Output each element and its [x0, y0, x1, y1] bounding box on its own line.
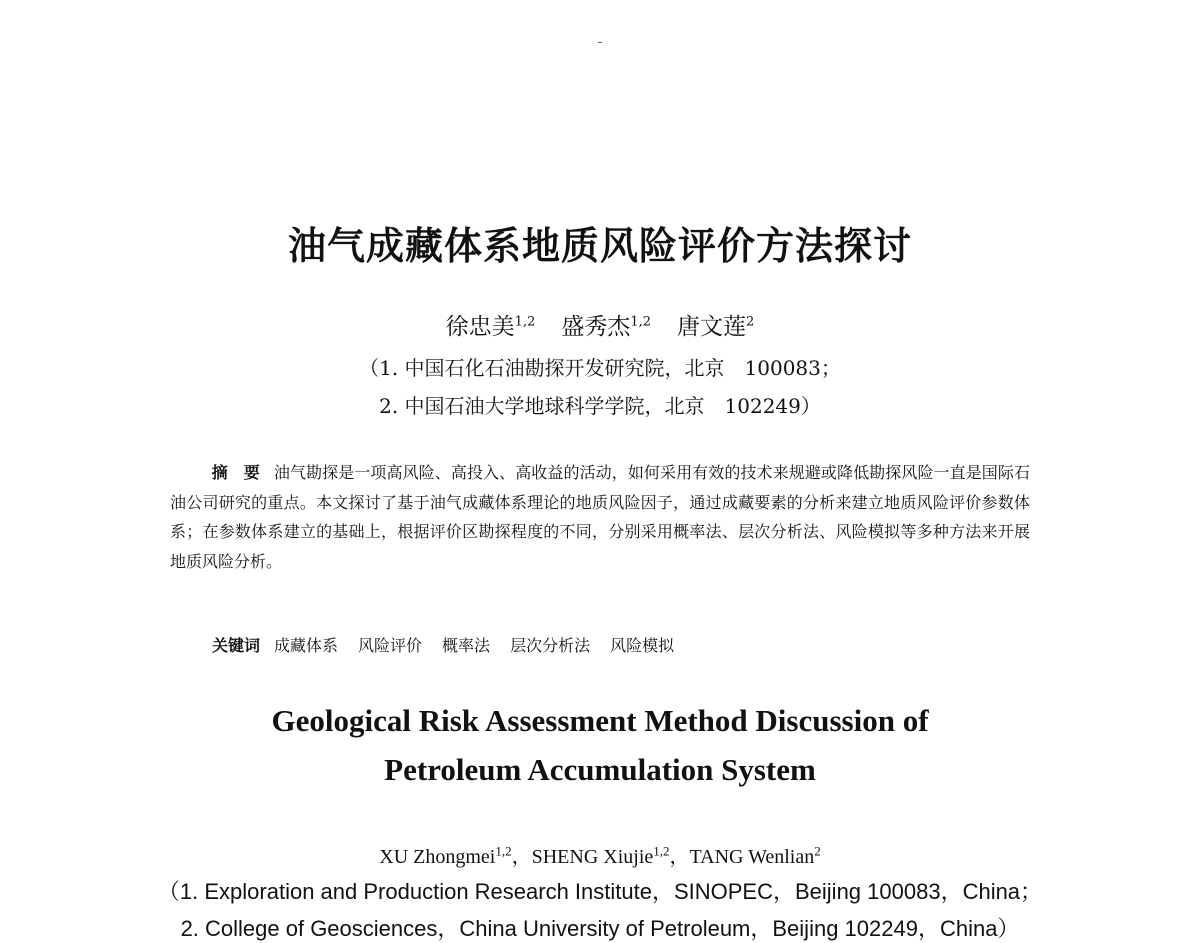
english-title-line-1: Geological Risk Assessment Method Discussion of — [271, 703, 929, 738]
cn-author-name: 盛秀杰 — [561, 314, 631, 340]
top-mark: - — [597, 34, 603, 50]
en-author-affiliation-mark: 2 — [814, 843, 821, 859]
cn-author-affiliation-mark: 1,2 — [630, 314, 652, 330]
keyword: 风险评价 — [358, 636, 423, 655]
cn-author-name: 唐文莲 — [677, 314, 747, 340]
english-affiliation-1: （1. Exploration and Production Research Institute，SINOPEC，Beijing 100083，China； — [157, 879, 1043, 904]
english-affiliation-2: 2. College of Geosciences，China University of Petroleum，Beijing 102249，China） — [180, 916, 1020, 941]
chinese-affiliation-1: （1. 中国石化石油勘探开发研究院，北京 100083； — [359, 356, 841, 380]
keyword: 层次分析法 — [510, 636, 591, 655]
en-author-name: XU Zhongmei — [379, 846, 496, 868]
author-separator: ， — [669, 846, 690, 868]
english-title-line-2: Petroleum Accumulation System — [384, 752, 816, 787]
author-separator: ， — [511, 846, 532, 868]
abstract-label: 摘 要 — [211, 463, 260, 482]
cn-author-affiliation-mark: 1,2 — [514, 314, 536, 330]
keywords-label: 关键词 — [212, 636, 261, 655]
en-author-affiliation-mark: 1,2 — [495, 843, 512, 859]
cn-author-affiliation-mark: 2 — [746, 314, 755, 330]
chinese-authors — [0, 308, 1200, 341]
abstract-text: 油气勘探是一项高风险、高投入、高收益的活动，如何采用有效的技术来规避或降低勘探风险一直是国际石油公司研究的重点。本文探讨了基于油气成藏体系理论的地质风险因子，通过成藏要素的分析来建立地质风险评价参数体系；在参数体系建立的基础上，根据评价区勘探程度的不同，分别采用概率法、层次分析法、风险模拟等多种方法来开展地质风险分析。 — [170, 463, 1030, 571]
chinese-affiliation-2: 2. 中国石油大学地球科学学院，北京 102249） — [379, 394, 821, 418]
keyword: 风险模拟 — [610, 636, 675, 655]
en-author-name: SHENG Xiujie — [531, 846, 654, 868]
chinese-abstract — [170, 458, 1030, 576]
keyword: 成藏体系 — [274, 636, 339, 655]
en-author-name: TANG Wenlian — [689, 846, 815, 868]
en-author-affiliation-mark: 1,2 — [653, 843, 670, 859]
keyword: 概率法 — [442, 636, 491, 655]
cn-author-name: 徐忠美 — [445, 314, 515, 340]
chinese-keywords — [212, 633, 694, 656]
chinese-title: 油气成藏体系地质风险评价方法探讨 — [287, 223, 912, 268]
english-authors — [0, 840, 1200, 869]
